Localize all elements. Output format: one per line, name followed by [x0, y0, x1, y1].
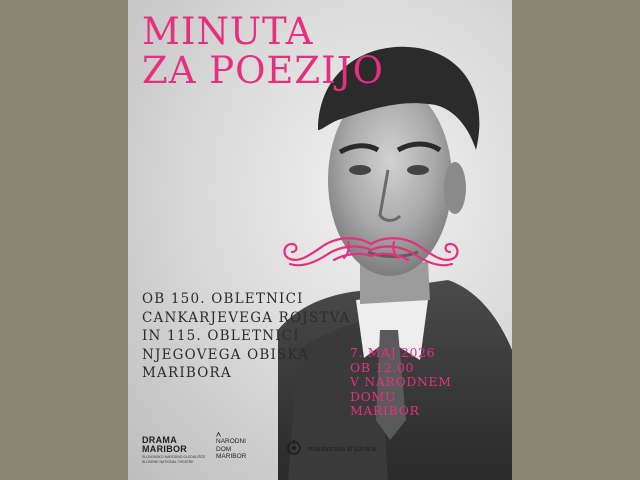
event-date: 7. MAJ 2026	[350, 345, 436, 360]
drama-logo-line-1: DRAMA	[142, 435, 177, 445]
nd-logo-line-2: DOM	[216, 445, 232, 453]
event-time: OB 12.00	[350, 359, 414, 375]
mustache-icon	[278, 228, 464, 278]
poster-title	[142, 12, 384, 90]
nd-logo-line-3: MARIBOR	[216, 453, 247, 460]
event-details	[350, 346, 452, 419]
event-venue-line: DOMU	[350, 388, 397, 404]
drama-logo-line-2: MARIBOR	[142, 444, 188, 454]
title-line-1: MINUTA	[142, 10, 314, 53]
narodni-dom-logo	[216, 438, 246, 461]
nd-logo-line-1: NARODNI	[216, 438, 246, 445]
occasion-line: CANKARJEVEGA ROJSTVA	[142, 309, 351, 326]
drama-logo-sub-1: SLOVENSKO NARODNO GLEDALIŠČE	[142, 455, 206, 459]
occasion-line: OB 150. OBLETNICI	[142, 291, 304, 307]
occasion-line: NJEGOVEGA OBISKA	[142, 346, 310, 363]
library-mark-icon	[286, 440, 302, 456]
event-venue-line: V NARODNEM	[350, 374, 452, 389]
poster	[128, 0, 512, 480]
library-logo-text: mariborska knjižnica	[308, 444, 376, 453]
drama-maribor-logo	[142, 436, 205, 464]
drama-logo-sub-2: SLOVENE NATIONAL THEATRE	[142, 460, 194, 464]
title-line-2: ZA POEZIJO	[142, 49, 384, 92]
event-city: MARIBOR	[350, 403, 420, 418]
occasion-line: MARIBORA	[142, 365, 232, 382]
narodni-dom-mark-icon	[216, 432, 221, 437]
occasion-text	[142, 290, 351, 383]
occasion-line: IN 115. OBLETNICI	[142, 328, 300, 345]
sponsor-logos	[128, 432, 512, 480]
